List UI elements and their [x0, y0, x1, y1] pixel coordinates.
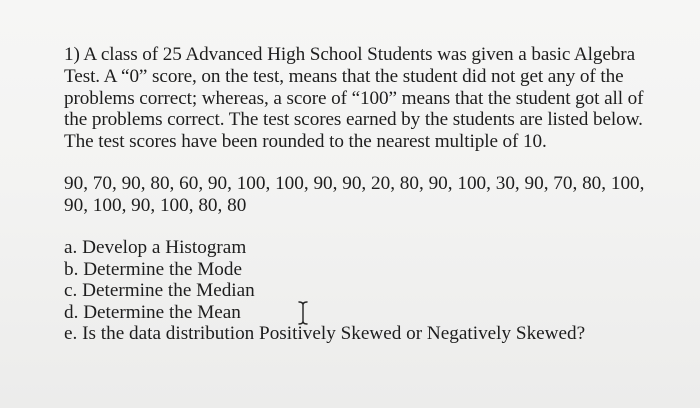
question-line: problems correct; whereas, a score of “100” means that the student got all of	[64, 87, 644, 109]
task-letter: c.	[64, 280, 78, 302]
task-list	[64, 237, 674, 345]
task-text: Determine the Mode	[83, 258, 242, 280]
score-line: 90, 100, 90, 100, 80, 80	[64, 194, 247, 216]
score-list	[64, 173, 674, 217]
task-text: Determine the Mean	[83, 301, 241, 323]
question-line: 1) A class of 25 Advanced High School Students was given a basic Algebra	[64, 44, 635, 65]
task-text: Is the data distribution Positively Skewed or Negatively Skewed?	[82, 323, 586, 345]
score-line: 90, 70, 90, 80, 60, 90, 100, 100, 90, 90, 20, 80, 90, 100, 30, 90, 70, 80, 100,	[64, 172, 645, 194]
question-line: Test. A “0” score, on the test, means that the student did not get any of the	[64, 65, 624, 87]
task-letter: a.	[64, 236, 78, 258]
task-item-c	[64, 280, 674, 302]
task-text: Develop a Histogram	[82, 236, 247, 258]
task-letter: e.	[64, 323, 78, 345]
task-text: Determine the Median	[82, 280, 255, 302]
question-text	[64, 44, 674, 153]
task-letter: d.	[64, 301, 79, 323]
task-item-b	[64, 259, 674, 281]
worksheet-page	[64, 44, 674, 345]
task-letter: b.	[64, 258, 79, 280]
question-line: the problems correct. The test scores earned by the students are listed below.	[64, 109, 643, 131]
task-item-d	[64, 302, 674, 324]
question-line: The test scores have been rounded to the nearest multiple of 10.	[64, 131, 547, 153]
task-item-a	[64, 237, 674, 259]
text-cursor-icon	[296, 300, 310, 326]
task-item-e	[64, 323, 674, 345]
